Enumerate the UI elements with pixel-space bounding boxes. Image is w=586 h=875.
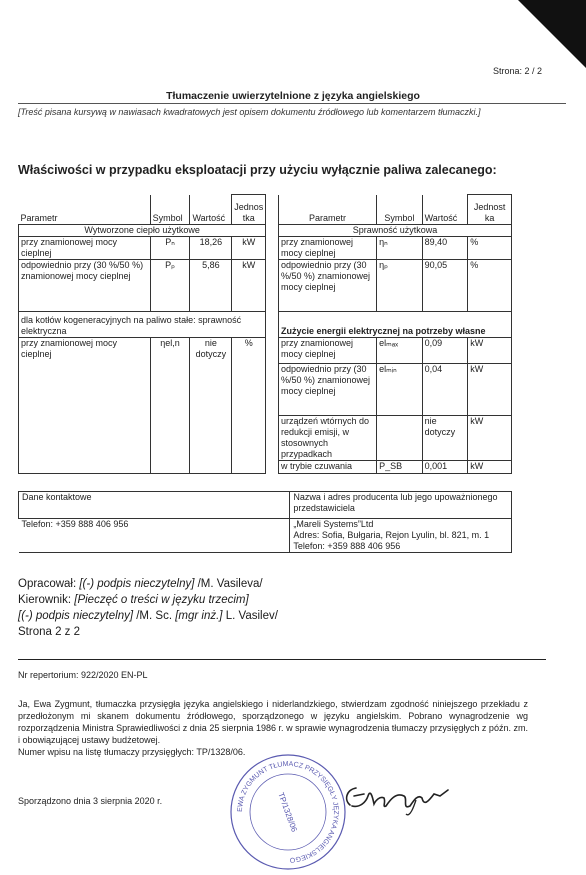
eff-symbol: ηₙ — [377, 237, 423, 260]
gap — [266, 225, 279, 237]
eff-unit: % — [468, 260, 512, 312]
eff-unit: % — [468, 237, 512, 260]
manager-name: L. Vasilev/ — [222, 610, 278, 622]
eff-header: Sprawność użytkowa — [278, 225, 511, 237]
elec-value: 0,09 — [422, 338, 468, 364]
stamp-ring-textpath: EWA ZYGMUNT TŁUMACZ PRZYSIĘGŁY JĘZYKA ANGIELSKIEGO — [236, 760, 340, 864]
elec-symbol — [377, 416, 423, 461]
company-address: Adres: Sofia, Bułgaria, Rejon Lyulin, bl. 821, m. 1 — [293, 530, 490, 540]
contact-left-header: Dane kontaktowe — [19, 492, 290, 519]
elec-symbol: elₘᵢₙ — [377, 364, 423, 416]
heat-unit: kW — [232, 237, 266, 260]
elec-param: urządzeń wtórnych do redukcji emisji, w stosownych przypadkach — [278, 416, 376, 461]
manager-label: Kierownik: — [18, 594, 75, 606]
manager-degree-note: [mgr inż.] — [175, 610, 223, 622]
group-header-row — [19, 225, 512, 237]
col-unit — [232, 195, 266, 225]
elec-param: w trybie czuwania — [278, 461, 376, 474]
contact-right-body — [290, 519, 512, 553]
col-unit-r — [468, 195, 512, 225]
col-symbol-r: Symbol — [377, 195, 423, 225]
prepared-by-label: Opracował: — [18, 578, 80, 590]
prepared-by-note: [(-) podpis nieczytelny] — [79, 578, 195, 590]
gap — [266, 312, 279, 338]
cogen-header: dla kotłów kogeneracyjnych na paliwo stałe: sprawność elektryczna — [19, 312, 266, 338]
heat-value: 5,86 — [190, 260, 232, 312]
page-label: Strona: 2 / 2 — [492, 66, 542, 76]
cogen-value: nie dotyczy — [190, 338, 232, 474]
page-count-line: Strona 2 z 2 — [18, 626, 81, 638]
gap — [266, 461, 279, 474]
cogen-symbol: ηel,n — [150, 338, 190, 474]
signature-block — [18, 576, 278, 640]
elec-symbol: elₘₐₓ — [377, 338, 423, 364]
table-header-row — [19, 195, 512, 225]
contact-body-row — [19, 519, 512, 553]
handwritten-signature — [330, 770, 460, 825]
cogen-param: przy znamionowej mocy cieplnej — [19, 338, 151, 474]
col-value-r: Wartość — [422, 195, 468, 225]
elec-unit: kW — [468, 461, 512, 474]
col-unit-line1: Jednos — [234, 202, 264, 212]
table-row — [19, 260, 512, 312]
eff-param: odpowiednio przy (30 %/50 %) znamionowej mocy cieplnej — [278, 260, 376, 312]
document-title: Tłumaczenie uwierzytelnione z języka angielskiego — [166, 90, 420, 102]
eff-value: 89,40 — [422, 237, 468, 260]
translator-declaration — [18, 698, 528, 758]
eff-symbol: ηₚ — [377, 260, 423, 312]
issue-date: Sporządzono dnia 3 sierpnia 2020 r. — [18, 796, 163, 806]
col-param-r: Parametr — [278, 195, 376, 225]
elec-unit: kW — [468, 338, 512, 364]
table-row — [19, 338, 512, 364]
manager-signature-line — [18, 608, 278, 624]
table-row — [19, 312, 512, 338]
title-divider — [18, 103, 566, 104]
col-param: Parametr — [19, 195, 151, 225]
col-value: Wartość — [190, 195, 232, 225]
gap — [266, 338, 279, 364]
elec-param: odpowiednio przy (30 %/50 %) znamionowej mocy cieplnej — [278, 364, 376, 416]
gap — [266, 416, 279, 461]
manager-title: /M. Sc. — [133, 610, 176, 622]
contact-header-row — [19, 492, 512, 519]
list-number: Numer wpisu na listę tłumaczy przysięgłych: TP/1328/06. — [18, 747, 246, 757]
eff-value: 90,05 — [422, 260, 468, 312]
elec-header: Zużycie energii elektrycznej na potrzeby własne — [278, 312, 511, 338]
col-symbol: Symbol — [150, 195, 190, 225]
stamp-center-text: TP/1328/06 — [276, 791, 299, 834]
separator-line — [18, 659, 546, 660]
corner-mark — [518, 0, 586, 68]
section-title: Właściwości w przypadku eksploatacji przy użyciu wyłącznie paliwa zalecanego: — [18, 163, 497, 177]
heat-symbol: Pₙ — [150, 237, 190, 260]
heat-param: odpowiednio przy (30 %/50 %) znamionowej mocy cieplnej — [19, 260, 151, 312]
col-unit-line2: tka — [242, 213, 255, 223]
heat-value: 18,26 — [190, 237, 232, 260]
gap — [266, 195, 279, 225]
translator-note: [Treść pisana kursywą w nawiasach kwadratowych jest opisem dokumentu źródłowego lub komentarzem tłumaczki.] — [18, 107, 481, 117]
gap — [266, 260, 279, 312]
prepared-by-line — [18, 576, 278, 592]
heat-param: przy znamionowej mocy cieplnej — [19, 237, 151, 260]
company-name: „Mareli Systems”Ltd — [293, 519, 374, 529]
gap — [266, 237, 279, 260]
contact-left-phone: Telefon: +359 888 406 956 — [19, 519, 290, 553]
heat-symbol: Pₚ — [150, 260, 190, 312]
elec-unit: kW — [468, 364, 512, 416]
eff-param: przy znamionowej mocy cieplnej — [278, 237, 376, 260]
repertorium-number: Nr repertorium: 922/2020 EN-PL — [18, 670, 148, 680]
heat-header: Wytworzone ciepło użytkowe — [19, 225, 266, 237]
col-unit-r-line2: ka — [484, 213, 495, 223]
prepared-by-name: /M. Vasileva/ — [194, 578, 263, 590]
elec-symbol: P_SB — [377, 461, 423, 474]
company-phone: Telefon: +359 888 406 956 — [293, 541, 401, 551]
signature-stroke — [347, 788, 448, 807]
elec-value: nie dotyczy — [422, 416, 468, 461]
col-unit-r-line1: Jednost — [473, 202, 506, 212]
heat-unit: kW — [232, 260, 266, 312]
elec-unit: kW — [468, 416, 512, 461]
properties-table — [18, 194, 512, 474]
elec-value: 0,04 — [422, 364, 468, 416]
cogen-unit: % — [232, 338, 266, 474]
table-row — [19, 237, 512, 260]
contact-table — [18, 491, 512, 553]
declaration-text: Ja, Ewa Zygmunt, tłumaczka przysięgła języka angielskiego i niderlandzkiego, stwierdzam zgodność niniejszego przekładu z przedłożonym mi skanem dokumentu źródłowego, sporządzonego w języku angielskim. Pobrano wynagrodzenie wg rozporządzenia Ministra Sprawiedliwości z dnia 25 sierpnia 1986 r. w sprawie wynagrodzenia tłumaczy przysięgłych z późn. zm. i obowiązującej ustawy budżetowej. — [18, 699, 528, 745]
manager-signature-note: [(-) podpis nieczytelny] — [18, 610, 134, 622]
contact-right-header: Nazwa i adres producenta lub jego upoważnionego przedstawiciela — [290, 492, 512, 519]
elec-value: 0,001 — [422, 461, 468, 474]
manager-line — [18, 592, 278, 608]
elec-param: przy znamionowej mocy cieplnej — [278, 338, 376, 364]
gap — [266, 364, 279, 416]
manager-note: [Pieczęć o treści w języku trzecim] — [74, 594, 249, 606]
